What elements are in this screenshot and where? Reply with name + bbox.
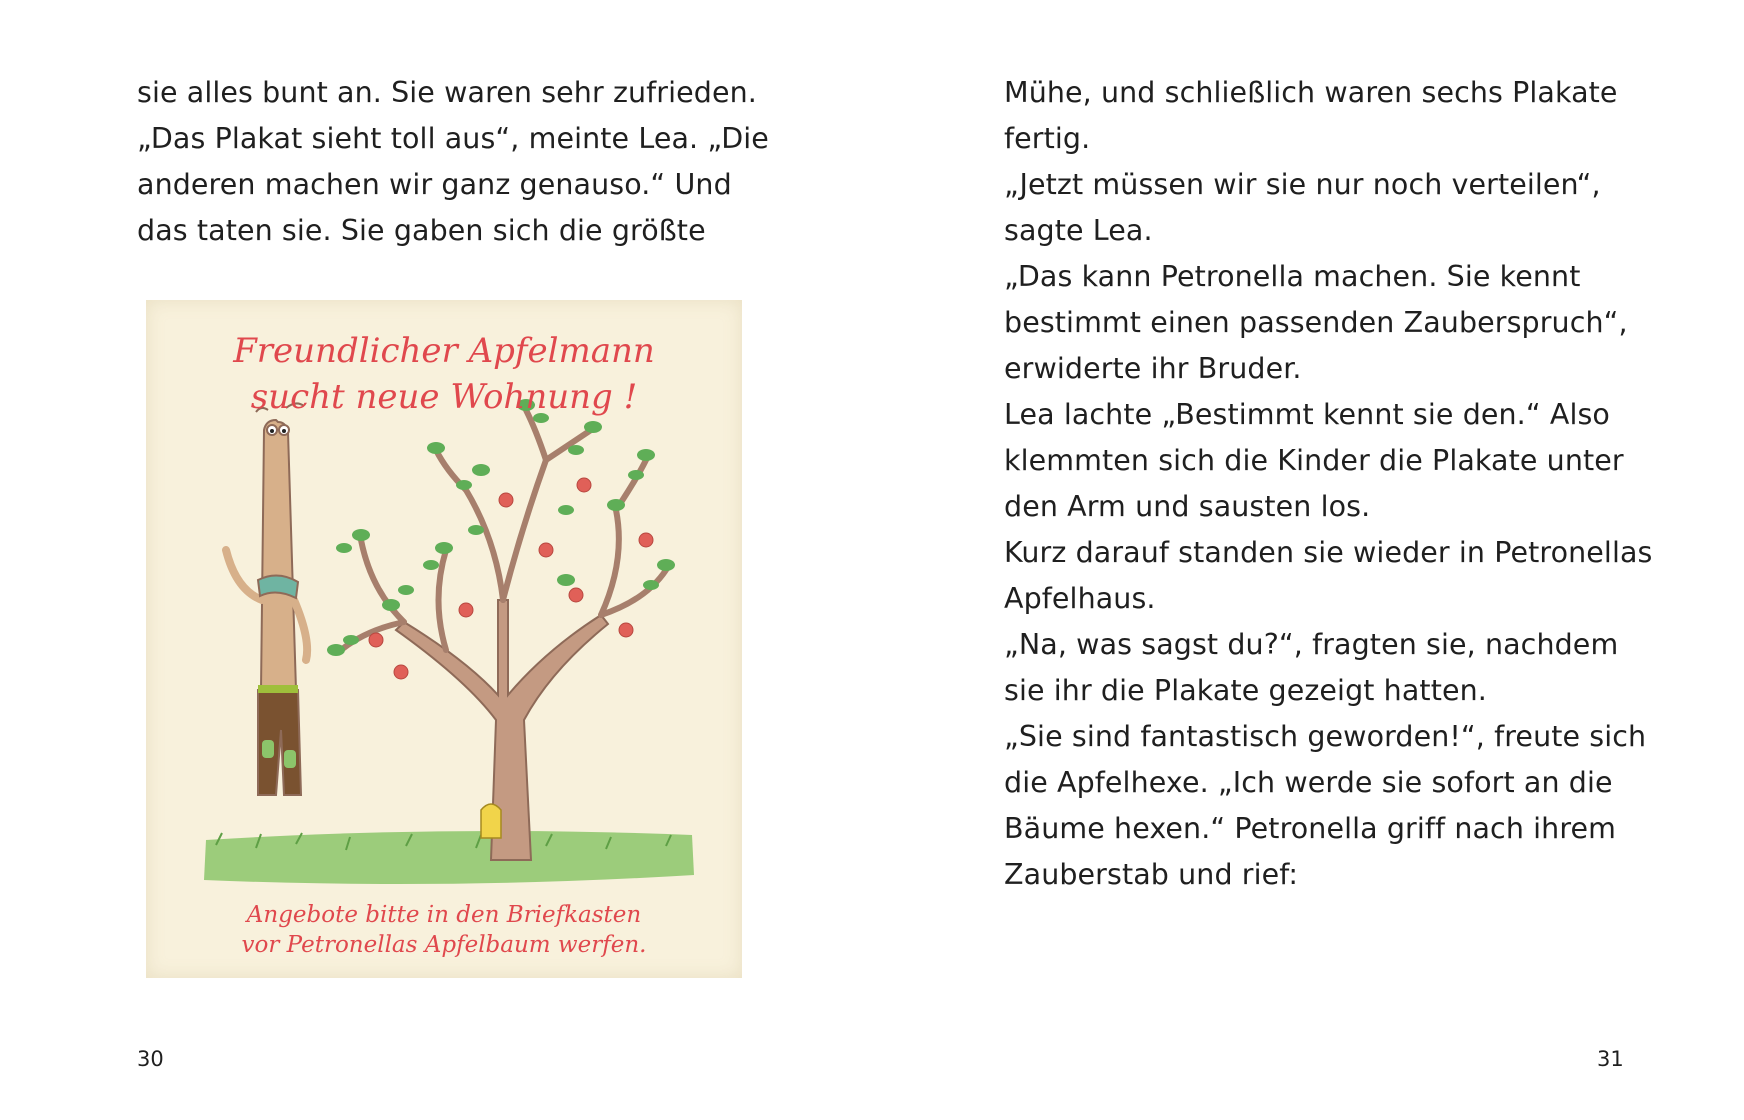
text-line: sagte Lea.: [1004, 214, 1153, 247]
left-page-text: [137, 70, 769, 254]
tree-door: [481, 804, 501, 838]
apple-man: [226, 403, 307, 795]
text-line: „Das Plakat sieht toll aus“, meinte Lea. „Die: [137, 122, 769, 155]
text-line: sie alles bunt an. Sie waren sehr zufrieden.: [137, 76, 757, 109]
right-page: Mühe, und schließlich waren sechs Plakate fertig. „Jetzt müssen wir sie nur noch verteilen“, sagte Lea. „Das kann Petronella machen. Sie kennt bestimmt einen passenden Zauberspruch“, erwiderte ihr Bruder. Lea lachte „Bestimmt kennt sie den.“ Also klemmten sich die Kinder die Plakate unter den Arm und sausten los. Kurz darauf standen sie wieder in Petronellas Apfelhaus. „Na, was sagst du?“, fragten sie, nachdem sie ihr die Plakate gezeigt hatten. „Sie sind fantastisch geworden!“, freute sich die Apfelhexe. „Ich werde sie sofort an die Bäume hexen.“ Petronella griff nach ihrem Zauberstab und rief: 31: [872, 0, 1744, 1120]
poster-title: [146, 328, 742, 420]
text-line: das taten sie. Sie gaben sich die größte: [137, 214, 706, 247]
poster-title-line: Freundlicher Apfelmann: [233, 331, 655, 371]
text-line: Bäume hexen.“ Petronella griff nach ihrem: [1004, 812, 1617, 845]
text-line: klemmten sich die Kinder die Plakate unter: [1004, 444, 1624, 477]
text-line: anderen machen wir ganz genauso.“ Und: [137, 168, 732, 201]
text-line: „Jetzt müssen wir sie nur noch verteilen“,: [1004, 168, 1601, 201]
text-line: „Das kann Petronella machen. Sie kennt: [1004, 260, 1581, 293]
text-line: sie ihr die Plakate gezeigt hatten.: [1004, 674, 1487, 707]
text-line: Zauberstab und rief:: [1004, 858, 1299, 891]
poster-footer: [146, 900, 742, 960]
text-line: erwiderte ihr Bruder.: [1004, 352, 1302, 385]
text-line: „Sie sind fantastisch geworden!“, freute sich: [1004, 720, 1647, 753]
text-line: fertig.: [1004, 122, 1091, 155]
poster-illustration: [146, 300, 742, 978]
text-line: bestimmt einen passenden Zauberspruch“,: [1004, 306, 1628, 339]
text-line: die Apfelhexe. „Ich werde sie sofort an die: [1004, 766, 1613, 799]
poster-footer-line: vor Petronellas Apfelbaum werfen.: [241, 932, 647, 958]
right-page-text: [1004, 70, 1653, 898]
text-line: Mühe, und schließlich waren sechs Plakate: [1004, 76, 1618, 109]
text-line: Kurz darauf standen sie wieder in Petronellas: [1004, 536, 1653, 569]
text-line: „Na, was sagst du?“, fragten sie, nachdem: [1004, 628, 1619, 661]
text-line: Apfelhaus.: [1004, 582, 1156, 615]
poster-title-line: sucht neue Wohnung !: [250, 377, 638, 417]
tree-trunk: [396, 600, 608, 860]
grass: [204, 831, 694, 884]
text-line: den Arm und sausten los.: [1004, 490, 1371, 523]
poster-footer-line: Angebote bitte in den Briefkasten: [246, 902, 642, 928]
page-number: 30: [137, 1047, 164, 1071]
text-line: Lea lachte „Bestimmt kennt sie den.“ Also: [1004, 398, 1610, 431]
